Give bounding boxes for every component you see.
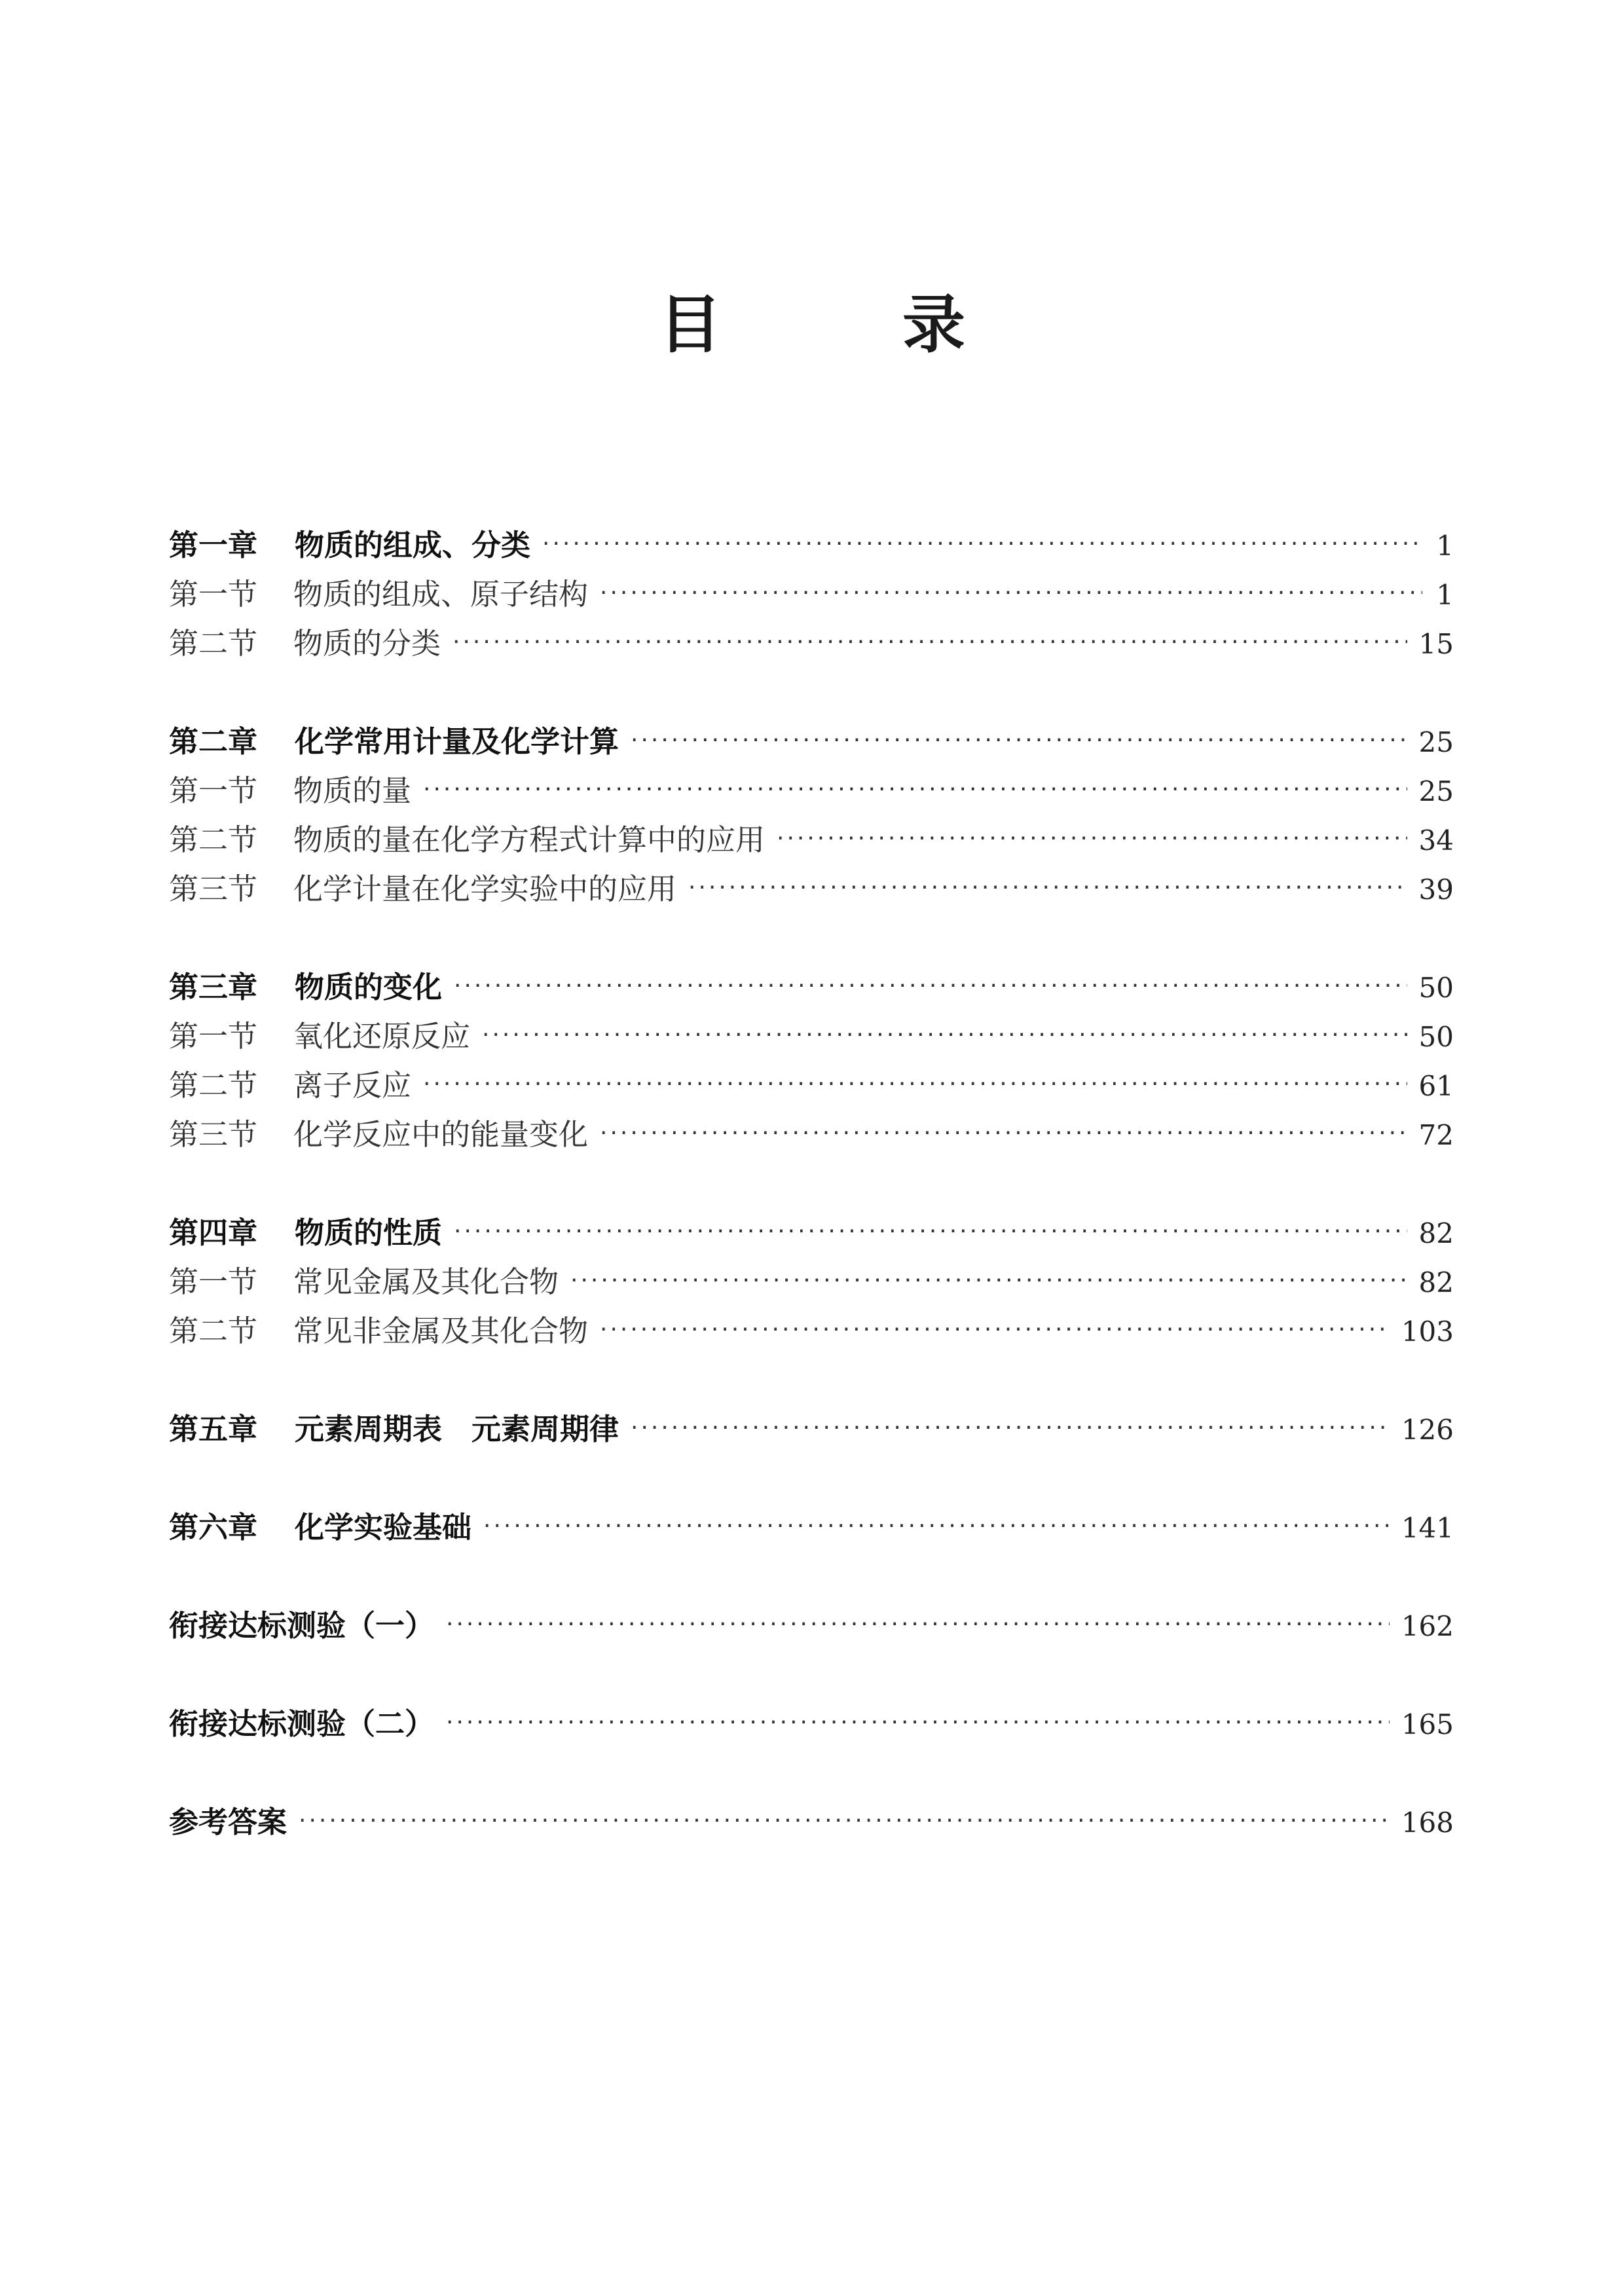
toc-section-2-2[interactable] — [169, 815, 1454, 864]
section-number: 第二节 — [169, 1068, 258, 1103]
chapter-number: 第二章 — [169, 724, 258, 759]
table-of-contents — [169, 521, 1454, 1847]
page-number: 25 — [1418, 726, 1454, 758]
toc-chapter-5[interactable] — [169, 1405, 1454, 1454]
toc-chapter-1[interactable] — [169, 521, 1454, 570]
section-title: 化学计量在化学实验中的应用 — [293, 872, 677, 906]
section-heading — [169, 1110, 588, 1159]
section-title: 物质的分类 — [293, 626, 441, 661]
section-number: 第三节 — [169, 872, 258, 906]
page-number: 103 — [1401, 1316, 1454, 1348]
toc-answers[interactable] — [169, 1797, 1454, 1847]
chapter-title: 元素周期表 元素周期律 — [295, 1412, 619, 1446]
chapter-number: 第四章 — [169, 1215, 258, 1250]
page-number: 39 — [1418, 874, 1454, 906]
dot-leader — [600, 1305, 1390, 1354]
dot-leader — [454, 961, 1407, 1010]
dot-leader — [423, 1059, 1407, 1109]
chapter-heading — [169, 1208, 442, 1257]
page-number: 126 — [1401, 1414, 1454, 1446]
page-number: 82 — [1418, 1217, 1454, 1249]
chapter-number: 第五章 — [169, 1412, 258, 1446]
page-number: 1 — [1436, 579, 1454, 611]
toc-section-4-2[interactable] — [169, 1306, 1454, 1355]
dot-leader — [483, 1501, 1390, 1551]
toc-section-3-3[interactable] — [169, 1110, 1454, 1159]
chapter-title: 化学实验基础 — [295, 1510, 472, 1545]
section-heading — [169, 1257, 559, 1306]
toc-section-2-3[interactable] — [169, 864, 1454, 913]
chapter-heading — [169, 1503, 471, 1552]
section-heading — [169, 619, 441, 668]
chapter-heading — [169, 963, 442, 1012]
entry-title: 衔接达标测验（二） — [169, 1706, 435, 1741]
page-number: 50 — [1418, 1021, 1454, 1053]
dot-leader — [777, 814, 1407, 863]
page-number: 162 — [1401, 1610, 1454, 1642]
chapter-title: 物质的变化 — [295, 970, 443, 1004]
section-title: 化学反应中的能量变化 — [293, 1117, 589, 1152]
section-heading — [169, 1306, 588, 1355]
toc-section-3-2[interactable] — [169, 1061, 1454, 1110]
page-number: 168 — [1401, 1807, 1454, 1839]
section-number: 第一节 — [169, 577, 258, 612]
toc-chapter-3[interactable] — [169, 963, 1454, 1012]
section-number: 第二节 — [169, 822, 258, 857]
dot-leader — [446, 1600, 1390, 1649]
dot-leader — [631, 1403, 1390, 1452]
section-heading — [169, 1012, 470, 1061]
page-number: 61 — [1418, 1070, 1454, 1102]
dot-leader — [446, 1698, 1390, 1747]
toc-section-1-2[interactable] — [169, 619, 1454, 668]
dot-leader — [423, 765, 1407, 814]
dot-leader — [570, 1256, 1407, 1305]
dot-leader — [299, 1796, 1390, 1845]
toc-chapter-6[interactable] — [169, 1503, 1454, 1552]
dot-leader — [454, 1207, 1407, 1256]
page-title: 目 录 — [659, 287, 1024, 361]
section-heading — [169, 766, 411, 815]
section-heading — [169, 815, 765, 864]
chapter-number: 第一章 — [169, 528, 258, 562]
toc-chapter-2[interactable] — [169, 717, 1454, 766]
dot-leader — [452, 617, 1407, 667]
section-number: 第一节 — [169, 1019, 258, 1054]
section-number: 第三节 — [169, 1117, 258, 1152]
toc-test-1[interactable] — [169, 1601, 1454, 1650]
section-number: 第二节 — [169, 1314, 258, 1348]
toc-test-2[interactable] — [169, 1699, 1454, 1748]
page-number: 50 — [1418, 972, 1454, 1004]
toc-section-1-1[interactable] — [169, 570, 1454, 619]
page-number: 72 — [1418, 1119, 1454, 1151]
section-number: 第一节 — [169, 1264, 258, 1299]
section-number: 第一节 — [169, 773, 258, 808]
page-number: 1 — [1436, 530, 1454, 562]
section-title: 物质的量 — [293, 773, 412, 808]
chapter-heading — [169, 1405, 619, 1454]
chapter-title: 化学常用计量及化学计算 — [295, 724, 619, 759]
dot-leader — [631, 716, 1407, 765]
section-heading — [169, 864, 676, 913]
page-number: 165 — [1401, 1708, 1454, 1740]
dot-leader — [482, 1010, 1407, 1059]
entry-title: 参考答案 — [169, 1805, 287, 1839]
chapter-number: 第三章 — [169, 970, 258, 1004]
section-number: 第二节 — [169, 626, 258, 661]
section-title: 离子反应 — [293, 1068, 412, 1103]
page-number: 15 — [1418, 628, 1454, 660]
section-heading — [169, 570, 588, 619]
dot-leader — [600, 568, 1422, 617]
toc-section-2-1[interactable] — [169, 766, 1454, 815]
dot-leader — [688, 863, 1407, 912]
entry-title: 衔接达标测验（一） — [169, 1608, 435, 1643]
section-title: 物质的量在化学方程式计算中的应用 — [293, 822, 766, 857]
page-number: 82 — [1418, 1266, 1454, 1298]
chapter-number: 第六章 — [169, 1510, 258, 1545]
page-number: 25 — [1418, 775, 1454, 807]
toc-chapter-4[interactable] — [169, 1208, 1454, 1257]
toc-section-3-1[interactable] — [169, 1012, 1454, 1061]
chapter-heading — [169, 521, 530, 570]
toc-section-4-1[interactable] — [169, 1257, 1454, 1306]
dot-leader — [542, 519, 1422, 568]
chapter-title: 物质的组成、分类 — [295, 528, 531, 562]
chapter-title: 物质的性质 — [295, 1215, 443, 1250]
section-title: 物质的组成、原子结构 — [293, 577, 589, 612]
chapter-heading — [169, 717, 619, 766]
section-title: 氧化还原反应 — [293, 1019, 471, 1054]
section-heading — [169, 1061, 411, 1110]
section-title: 常见金属及其化合物 — [293, 1264, 559, 1299]
section-title: 常见非金属及其化合物 — [293, 1314, 589, 1348]
page-number: 141 — [1401, 1512, 1454, 1544]
page-number: 34 — [1418, 824, 1454, 856]
dot-leader — [600, 1109, 1407, 1158]
